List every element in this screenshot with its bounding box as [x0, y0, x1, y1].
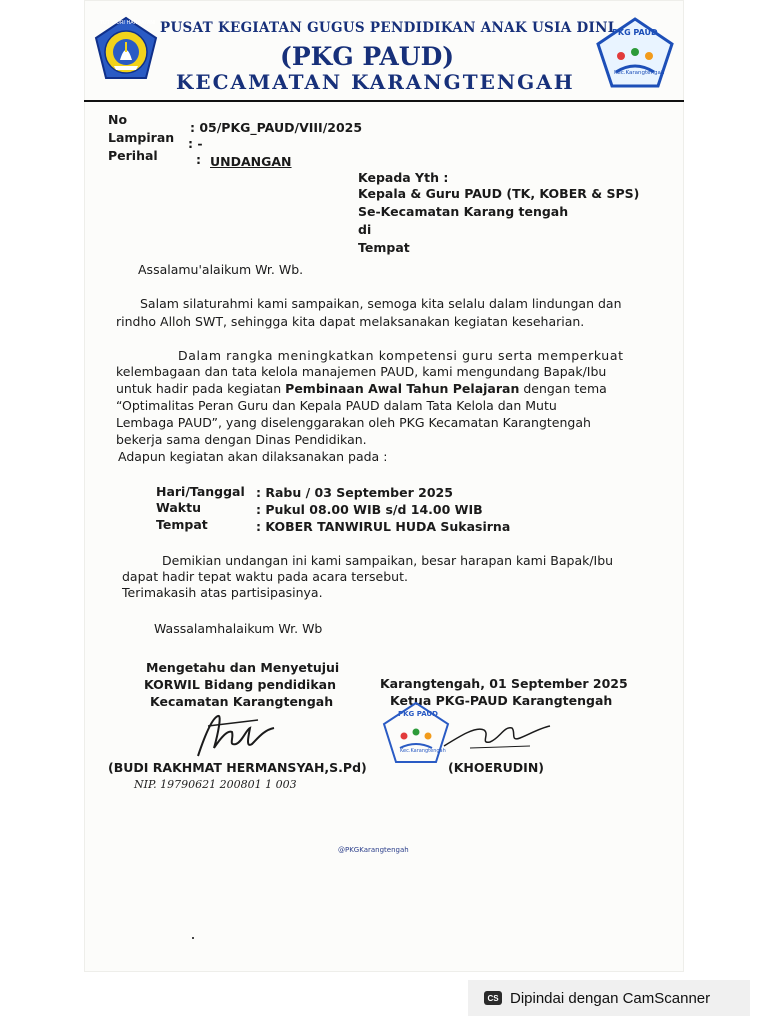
recipient-line4: di — [358, 222, 372, 237]
stamp-bottom-text: Kec.Karangtengah — [400, 748, 446, 754]
lampiran-label: Lampiran — [108, 130, 175, 145]
para2-line4: “Optimalitas Peran Guru dan Kepala PAUD dalam Tata Kelola dan Mutu — [116, 398, 557, 413]
hari-value: : Rabu / 03 September 2025 — [256, 485, 453, 500]
tempat-value: : KOBER TANWIRUL HUDA Sukasirna — [256, 519, 511, 534]
right-sig-name: (KHOERUDIN) — [448, 760, 545, 775]
waktu-value: : Pukul 08.00 WIB s/d 14.00 WIB — [256, 502, 483, 517]
header-line1: PUSAT KEGIATAN GUGUS PENDIDIKAN ANAK USIA DINI — [160, 20, 615, 36]
para2-line7: Adapun kegiatan akan dilaksanakan pada : — [118, 449, 388, 464]
camscanner-icon: CS — [484, 991, 502, 1005]
header-rule — [84, 100, 684, 102]
para2-line1: Dalam rangka meningkatkan kompetensi guru serta memperkuat — [178, 348, 624, 363]
tempat-label: Tempat — [156, 517, 208, 532]
para1-line2: rindho Alloh SWT, sehingga kita dapat melaksanakan kegiatan keseharian. — [116, 314, 585, 329]
recipient-line2: Kepala & Guru PAUD (TK, KOBER & SPS) — [358, 186, 640, 201]
tut-wuri-handayani-logo — [92, 16, 160, 86]
no-label: No — [108, 112, 128, 127]
left-sig-name: (BUDI RAKHMAT HERMANSYAH,S.Pd) — [108, 760, 367, 775]
para2-line5: Lembaga PAUD”, yang diselenggarakan oleh PKG Kecamatan Karangtengah — [116, 415, 591, 430]
perihal-colon: : — [196, 152, 201, 167]
left-sig-line2: KORWIL Bidang pendidikan — [144, 677, 336, 692]
waktu-label: Waktu — [156, 500, 201, 515]
left-sig-nip: NIP. 19790621 200801 1 003 — [134, 778, 297, 791]
recipient-line1: Kepada Yth : — [358, 170, 449, 185]
right-handwritten-signature — [440, 716, 554, 756]
greeting: Assalamu'alaikum Wr. Wb. — [138, 262, 304, 277]
left-handwritten-signature — [188, 708, 278, 764]
recipient-line5: Tempat — [358, 240, 410, 255]
recipient-line3: Se-Kecamatan Karang tengah — [358, 204, 569, 219]
header-line3: KECAMATAN KARANGTENGAH — [176, 70, 575, 94]
header-line2: (PKG PAUD) — [280, 42, 455, 71]
hari-label: Hari/Tanggal — [156, 484, 245, 499]
closing-line3: Terimakasih atas partisipasinya. — [122, 585, 323, 600]
left-sig-line3: Kecamatan Karangtengah — [150, 694, 334, 709]
right-sig-line2: Ketua PKG-PAUD Karangtengah — [390, 693, 613, 708]
right-logo-top: PKG PAUD — [612, 28, 658, 37]
para2-line2: kelembagaan dan tata kelola manajemen PAUD, kami mengundang Bapak/Ibu — [116, 364, 607, 379]
event-name: Pembinaan Awal Tahun Pelajaran — [285, 381, 520, 396]
footer-handle: @PKGKarangtengah — [338, 846, 409, 854]
left-logo-text: TUT WURI HANDAYANI — [100, 20, 156, 26]
para2-line6: bekerja sama dengan Dinas Pendidikan. — [116, 432, 367, 447]
para2-line3-c: dengan tema — [519, 381, 607, 396]
para2-line3 — [116, 381, 607, 397]
perihal-label: Perihal — [108, 148, 158, 163]
no-value: : 05/PKG_PAUD/VIII/2025 — [190, 120, 363, 135]
stray-dot — [192, 937, 194, 939]
closing-line2: dapat hadir tepat waktu pada acara tersebut. — [122, 569, 408, 584]
left-sig-line1: Mengetahu dan Menyetujui — [146, 660, 340, 675]
para1-line1: Salam silaturahmi kami sampaikan, semoga kita selalu dalam lindungan dan — [140, 296, 622, 311]
closing-line1: Demikian undangan ini kami sampaikan, besar harapan kami Bapak/Ibu — [162, 553, 614, 568]
para2-line3-a: untuk hadir pada kegiatan — [116, 381, 286, 396]
perihal-value: UNDANGAN — [210, 154, 292, 169]
lampiran-value: : - — [188, 136, 203, 151]
camscanner-badge — [468, 980, 750, 1016]
right-logo-bottom: Kec.Karangtengah — [614, 70, 665, 76]
farewell: Wassalamhalaikum Wr. Wb — [154, 621, 323, 636]
right-sig-line1: Karangtengah, 01 September 2025 — [380, 676, 628, 691]
stamp-top-text: PKG PAUD — [398, 710, 438, 718]
camscanner-label: Dipindai dengan CamScanner — [510, 989, 711, 1007]
letter-sheet — [84, 0, 684, 972]
